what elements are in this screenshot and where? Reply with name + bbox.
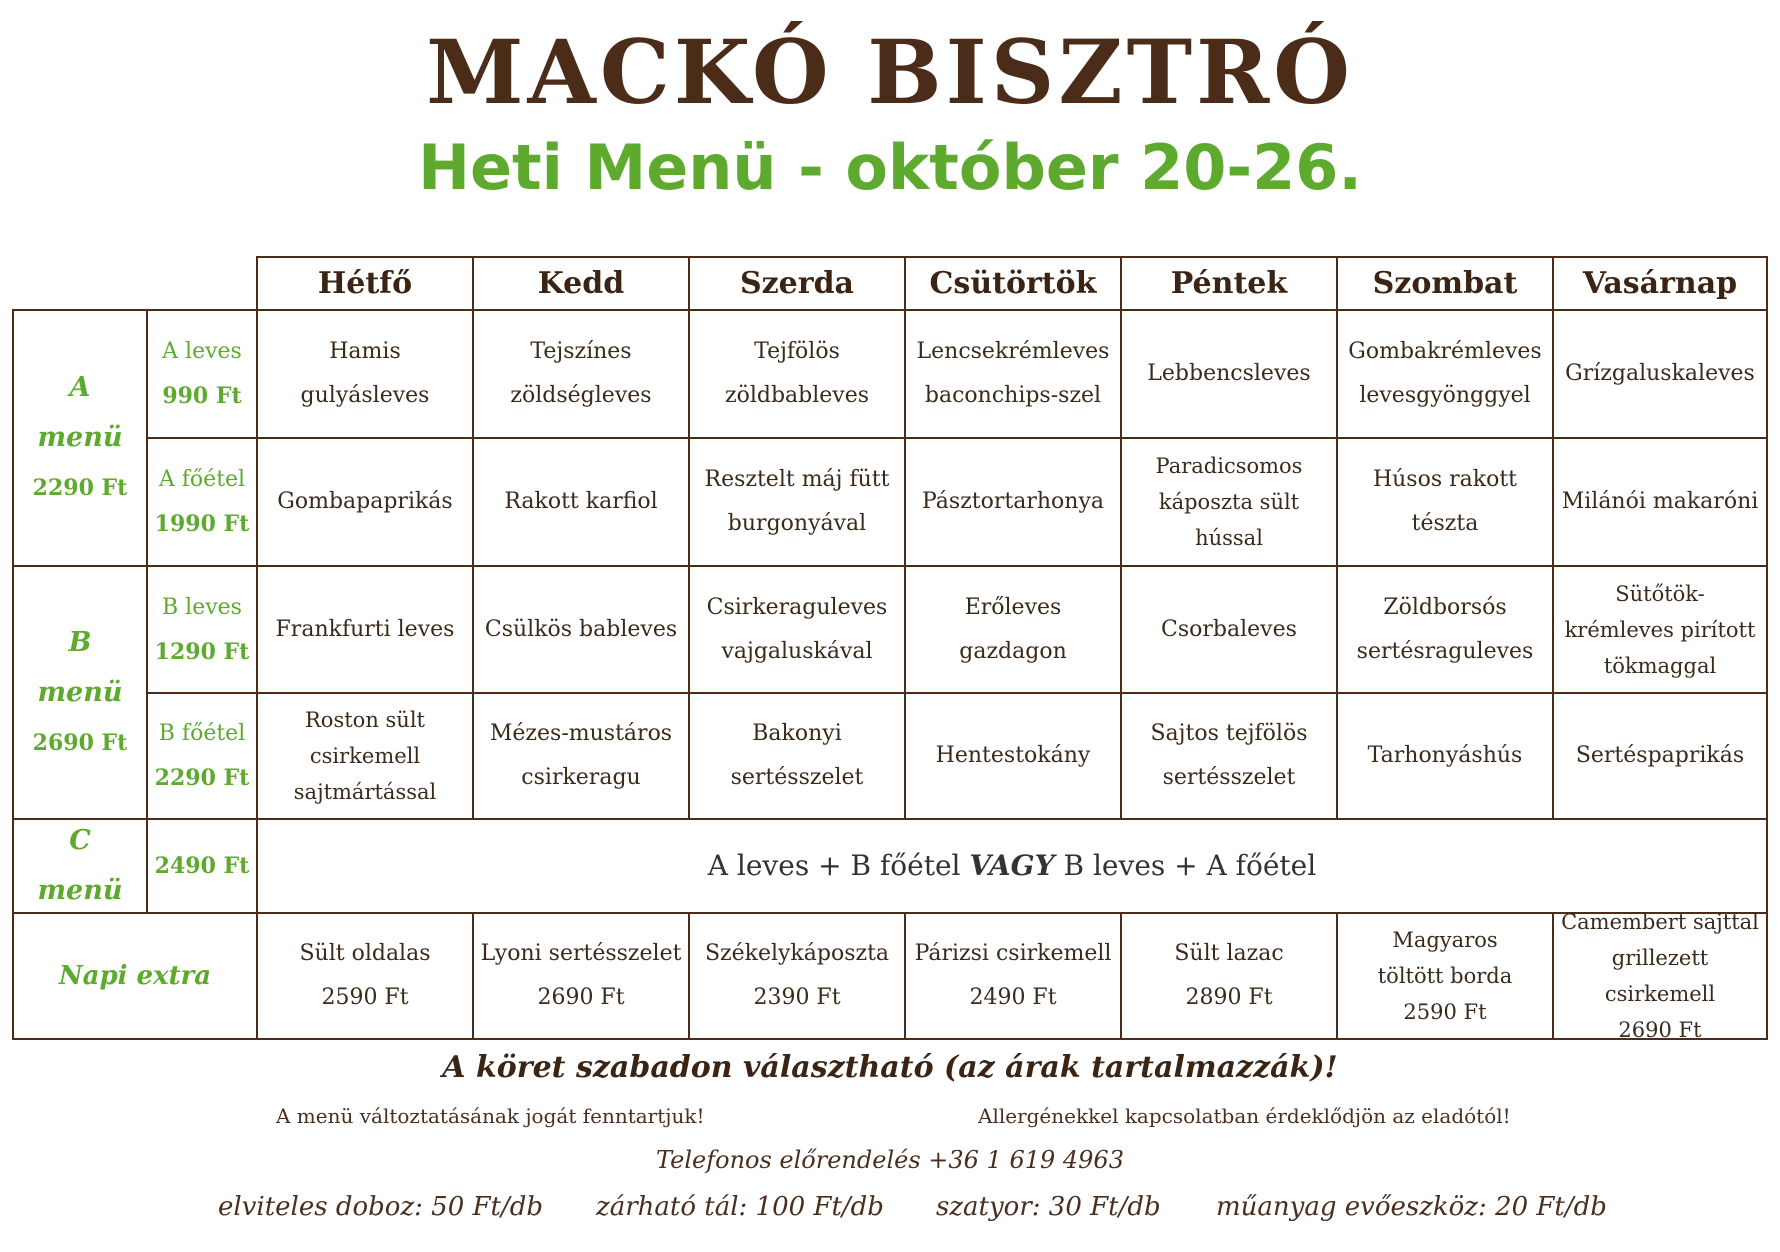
menu-c-part: B leves + A főétel (1054, 849, 1317, 882)
dish-text: Tejfölös (754, 339, 840, 364)
dish-text: Sütőtök- (1615, 581, 1705, 606)
dish-text: Tarhonyáshús (1367, 743, 1523, 768)
menu-letter: A (69, 372, 91, 403)
main-cell (1120, 437, 1338, 567)
soup-course-label (146, 309, 258, 439)
main-cell (1552, 692, 1768, 820)
main-cell (1336, 437, 1554, 567)
extra-text: 2390 Ft (753, 985, 841, 1010)
extra-cell (904, 912, 1122, 1040)
dish-text: krémleves pirított (1564, 617, 1756, 642)
dish-text: levesgyönggyel (1359, 383, 1531, 408)
main-cell (1336, 692, 1554, 820)
dish-text: Csülkös bableves (484, 616, 678, 642)
dish-text: Gombapaprikás (277, 489, 453, 514)
soup-cell (1336, 565, 1554, 694)
extra-text: 2590 Ft (321, 985, 409, 1010)
dish-text: zöldségleves (510, 383, 652, 408)
menu-label-menu_b (12, 565, 148, 820)
phone-preorder: Telefonos előrendelés +36 1 619 4963 (656, 1146, 1124, 1174)
dish-text: tészta (1411, 511, 1479, 536)
dish-text: Lebbencsleves (1147, 361, 1311, 386)
day-label: Péntek (1170, 265, 1288, 301)
dish-text: tökmaggal (1603, 653, 1717, 678)
dish-text: Hentestokány (935, 743, 1091, 768)
extra-text: Camembert sajttal (1561, 910, 1759, 934)
dish-text: Pásztortarhonya (921, 489, 1104, 514)
extra-text: Lyoni sertésszelet (480, 941, 682, 966)
main-cell (904, 437, 1122, 567)
main-cell (688, 692, 906, 820)
day-label: Szerda (739, 265, 854, 301)
dish-text: Mézes-mustáros (489, 721, 673, 746)
dish-text: Paradicsomos (1155, 454, 1303, 478)
menu-c-price (146, 818, 258, 914)
soup-cell (1336, 309, 1554, 439)
course-price: 2490 Ft (154, 853, 250, 879)
course-name: B leves (162, 594, 242, 620)
course-price: 990 Ft (162, 383, 242, 409)
extra-text: 2590 Ft (1403, 1000, 1487, 1024)
extra-cell (472, 912, 690, 1040)
extra-text: Magyaros (1392, 928, 1498, 952)
extra-text: 2690 Ft (1618, 1018, 1702, 1042)
menu-c-text (708, 844, 1316, 888)
dish-text: Gombakrémleves (1348, 339, 1542, 364)
menu-c-or: VAGY (969, 849, 1055, 882)
day-header (1120, 256, 1338, 311)
extra-text: Párizsi csirkemell (914, 941, 1112, 966)
dish-text: baconchips-szel (924, 383, 1102, 408)
extra-cell (1120, 912, 1338, 1040)
day-header (904, 256, 1122, 311)
dish-text: sertésszelet (730, 765, 864, 790)
soup-cell (1120, 309, 1338, 439)
course-price: 1990 Ft (154, 511, 250, 537)
extra-text: 2890 Ft (1185, 985, 1273, 1010)
dish-text: Zöldborsós (1383, 594, 1507, 620)
soup-cell (472, 565, 690, 694)
main-cell (472, 692, 690, 820)
main-cell (472, 437, 690, 567)
soup-cell (256, 565, 474, 694)
day-label: Hétfő (317, 265, 413, 301)
menu-letter: C (69, 825, 91, 856)
allergen-note: Allergénekkel kapcsolatban érdeklődjön az eladótól! (978, 1104, 1511, 1128)
menu-word: menü (37, 422, 123, 453)
day-label: Csütörtök (929, 265, 1097, 301)
dish-text: csirkemell (309, 744, 421, 768)
soup-cell (688, 565, 906, 694)
main-cell (1120, 692, 1338, 820)
course-name: A leves (162, 339, 242, 364)
dish-text: Sertéspaprikás (1575, 743, 1745, 768)
extra-cell (688, 912, 906, 1040)
soup-cell (1552, 309, 1768, 439)
dish-text: Resztelt máj fütt (704, 467, 890, 492)
day-header (1336, 256, 1554, 311)
dish-text: káposzta sült (1158, 490, 1300, 514)
extra-text: 2490 Ft (969, 985, 1057, 1010)
course-price: 1290 Ft (154, 638, 250, 665)
extra-text: Sült oldalas (299, 941, 431, 966)
soup-cell (256, 309, 474, 439)
dish-text: Milánói makaróni (1561, 489, 1759, 514)
soup-cell (1552, 565, 1768, 694)
dish-text: Húsos rakott (1372, 467, 1518, 492)
dish-text: sertésraguleves (1356, 638, 1534, 664)
course-name: B főétel (158, 721, 246, 746)
dish-text: sajtmártással (293, 780, 437, 804)
dish-text: Csirkeraguleves (706, 594, 888, 620)
menu-letter: B (68, 626, 92, 658)
soup-cell (1120, 565, 1338, 694)
menu-price: 2290 Ft (32, 475, 128, 501)
main-cell (256, 437, 474, 567)
rights-note: A menü változtatásának jogát fenntartjuk! (276, 1104, 705, 1128)
dish-text: Hamis gulyásleves (300, 339, 430, 408)
day-label: Kedd (537, 265, 625, 301)
extra-label (12, 912, 258, 1040)
soup-cell (688, 309, 906, 439)
day-header (256, 256, 474, 311)
soup-cell (904, 565, 1122, 694)
extra-cell (256, 912, 474, 1040)
menu-c-description (256, 818, 1768, 914)
course-name: A főétel (158, 467, 246, 492)
soup-course-label (146, 565, 258, 694)
dish-text: zöldbableves (724, 383, 870, 408)
dish-text: Lencsekrémleves (916, 339, 1110, 364)
day-label: Vasárnap (1582, 265, 1738, 301)
packaging-box: elviteles doboz: 50 Ft/db (218, 1192, 544, 1222)
dish-text: Sajtos tejfölös (1150, 721, 1308, 746)
dish-text: Grízgaluskaleves (1565, 361, 1755, 386)
dish-text: Erőleves gazdagon (959, 594, 1067, 664)
course-price: 2290 Ft (154, 765, 250, 791)
dish-text: Bakonyi (752, 721, 842, 746)
dish-text: Tejszínes (530, 339, 632, 364)
main-course-label (146, 437, 258, 567)
packaging-bowl: zárható tál: 100 Ft/db (596, 1192, 884, 1222)
main-cell (904, 692, 1122, 820)
menu-word: menü (37, 875, 123, 906)
dish-text: Roston sült (305, 708, 425, 732)
main-cell (256, 692, 474, 820)
main-cell (1552, 437, 1768, 567)
dish-text: Csorbaleves (1161, 616, 1297, 642)
day-header (1552, 256, 1768, 311)
weekly-menu-title: Heti Menü - október 20-26. (418, 131, 1362, 204)
dish-text: sertésszelet (1162, 765, 1296, 790)
soup-cell (472, 309, 690, 439)
extra-cell (1336, 912, 1554, 1040)
packaging-bag: szatyor: 30 Ft/db (936, 1192, 1161, 1222)
side-dish-note: A köret szabadon választható (az árak tartalmazzák)! (442, 1050, 1338, 1085)
day-header (688, 256, 906, 311)
dish-text: Frankfurti leves (275, 616, 455, 642)
extra-text: grillezett csirkemell (1604, 946, 1716, 1006)
restaurant-name: MACKÓ BISZTRÓ (426, 20, 1354, 124)
menu-price: 2690 Ft (32, 729, 128, 756)
extra-label-text: Napi extra (58, 961, 212, 991)
extra-text: 2690 Ft (537, 985, 625, 1010)
dish-text: burgonyával (727, 511, 867, 536)
dish-text: hússal (1195, 526, 1263, 550)
dish-text: vajgaluskával (721, 638, 873, 664)
extra-cell (1552, 912, 1768, 1040)
menu-c-part: A leves + B főétel (707, 849, 970, 882)
extra-text: töltött borda (1377, 964, 1513, 988)
soup-cell (904, 309, 1122, 439)
dish-text: Rakott karfiol (504, 489, 658, 514)
day-label: Szombat (1372, 265, 1518, 301)
packaging-cutlery: műanyag evőeszköz: 20 Ft/db (1216, 1192, 1607, 1222)
menu-label-c (12, 818, 148, 914)
dish-text: csirkeragu (521, 765, 641, 790)
menu-label-menu_a (12, 309, 148, 567)
extra-text: Sült lazac (1174, 941, 1284, 966)
menu-word: menü (37, 676, 123, 708)
main-course-label (146, 692, 258, 820)
extra-text: Székelykáposzta (704, 941, 890, 966)
main-cell (688, 437, 906, 567)
day-header (472, 256, 690, 311)
